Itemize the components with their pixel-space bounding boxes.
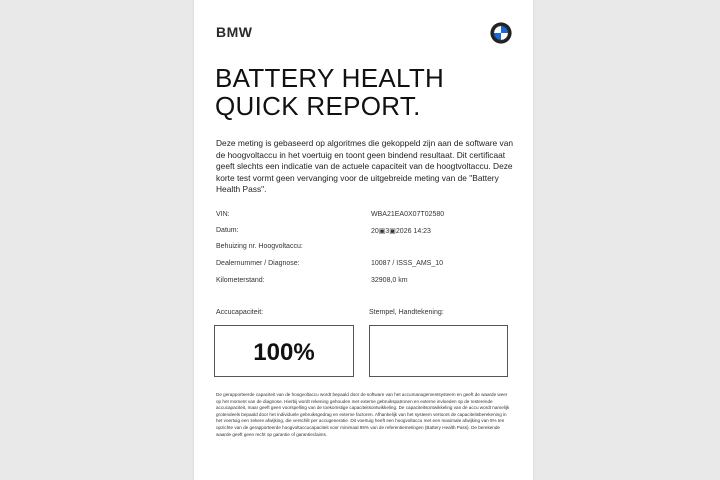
dealer-diagnosis-value: 10087 / ISSS_AMS_10 (371, 260, 443, 267)
page-title (215, 64, 515, 120)
accu-capacity-box (214, 325, 354, 377)
mileage-label: Kilometerstand: (216, 277, 265, 284)
stamp-signature-box (369, 325, 508, 377)
vin-label: VIN: (216, 211, 230, 218)
brand-wordmark: BMW (216, 24, 253, 40)
title-line-2: QUICK REPORT. (215, 91, 421, 121)
stamp-label: Stempel, Handtekening: (369, 309, 444, 316)
mileage-value: 32908,0 km (371, 277, 408, 284)
date-label: Datum: (216, 227, 239, 234)
dealer-diagnosis-label: Dealernummer / Diagnose: (216, 260, 300, 267)
intro-paragraph: Deze meting is gebaseerd op algoritmes die gekoppeld zijn aan de software van de hoogvoltaccu in het voertuig en toont geen bindend resultaat. Dit certificaat geeft slechts een indicatie van de actuele capaciteit van de hoogtvoltaccu. Deze korte test vormt geen vervanging voor de uitgebreide meting van de "Battery Health Pass". (216, 138, 514, 195)
accu-capacity-value: 100% (253, 339, 315, 366)
vin-value: WBA21EA0X07T02580 (371, 211, 445, 218)
bmw-roundel-icon (490, 22, 512, 44)
date-value: 20▣3▣2026 14:23 (371, 228, 431, 235)
accu-capacity-label: Accucapaciteit: (216, 309, 264, 316)
title-line-1: BATTERY HEALTH (215, 63, 445, 93)
report-page (194, 0, 533, 480)
battery-housing-label: Behuizing nr. Hoogvoltaccu: (216, 243, 303, 250)
disclaimer-text: De gerapporteerde capaciteit van de hoogvoltaccu wordt bepaald door de software van het accumanagementsysteem en geeft de waarde weer op het moment van de diagnose. Hierbij wordt rekening gehouden met externe gebruikspatronen en externe invloeden op de resterende accucapaciteit, maar geeft geen voorspelling van de toekomstige capaciteitsontwikkeling. De capaciteitsontwikkeling van de accu wordt namelijk grotendeels bepaald door het individuele gebruiksgedrag en externe factoren. Afhankelijk van het systeem vertoont de capaciteitsberekening in het voertuig een zekere afwijking, die verschilt per accugeneratie. Dit voertuig heeft een hoogvoltaccu met een maximale afwijking van 5% ten opzichte van de gerapporteerde hoogvoltaccucapaciteit voor minimaal 95% van de referentiemetingen (Battery Health Pass). De berekende waarde geeft geen recht op garantie of garantieclaims. (216, 392, 510, 437)
